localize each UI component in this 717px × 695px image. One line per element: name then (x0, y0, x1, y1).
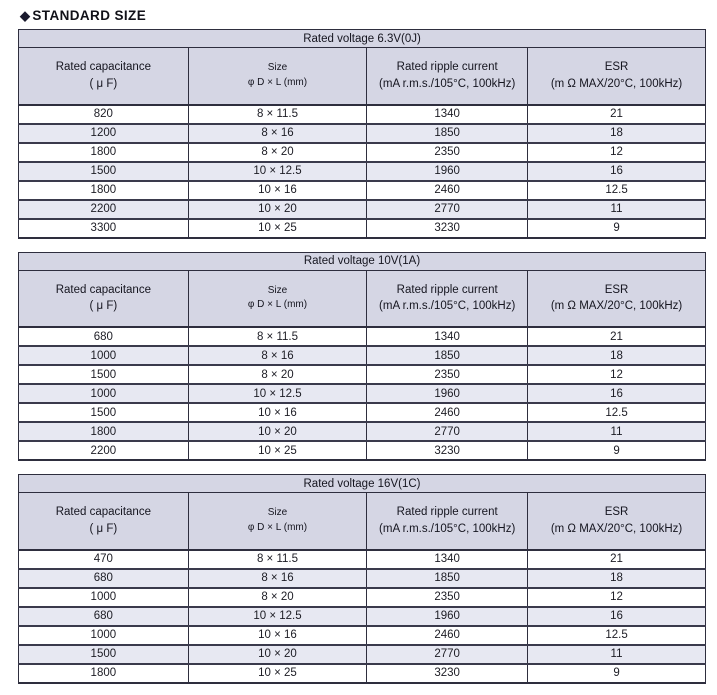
table-cell: 2200 (19, 441, 189, 460)
table-cell: 1500 (19, 403, 189, 422)
table-cell: 11 (528, 645, 706, 664)
voltage-table-16v (18, 474, 706, 684)
column-header-line: Rated ripple current (396, 283, 498, 296)
table-cell: 1500 (19, 365, 189, 384)
table-row (19, 588, 706, 607)
table-cell: 1850 (367, 569, 528, 588)
column-header-line: Size (267, 284, 288, 296)
column-header-line: (mA r.m.s./105°C, 100kHz) (379, 77, 516, 90)
table-cell: 8 × 20 (188, 143, 367, 162)
voltage-table-6v3 (18, 29, 706, 239)
table-cell: 18 (528, 124, 706, 143)
table-cell: 10 × 12.5 (188, 607, 367, 626)
column-header-size (188, 493, 367, 550)
column-header-esr (528, 48, 706, 105)
table-cell: 3230 (367, 441, 528, 460)
table-row (19, 124, 706, 143)
table-row (19, 143, 706, 162)
table-cell: 8 × 20 (188, 588, 367, 607)
table-cell: 1960 (367, 384, 528, 403)
table-cell: 1850 (367, 124, 528, 143)
table-cell: 10 × 25 (188, 219, 367, 238)
table-cell: 10 × 12.5 (188, 384, 367, 403)
table-row (19, 664, 706, 683)
table-cell: 11 (528, 200, 706, 219)
column-header-ripple-current (367, 48, 528, 105)
table-cell: 12 (528, 365, 706, 384)
table-cell: 9 (528, 441, 706, 460)
table-cell: 2460 (367, 626, 528, 645)
column-header-line: ESR (604, 506, 629, 519)
table-cell: 1500 (19, 162, 189, 181)
table-cell: 2200 (19, 200, 189, 219)
column-header-esr (528, 270, 706, 327)
table-cell: 2770 (367, 645, 528, 664)
column-header-line: ( μ F) (89, 522, 118, 535)
table-cell: 12.5 (528, 626, 706, 645)
table-cell: 11 (528, 422, 706, 441)
table-title: Rated voltage 16V(1C) (19, 475, 706, 493)
column-header-line: ( μ F) (89, 77, 118, 90)
column-header-line: Size (267, 62, 288, 74)
table-cell: 8 × 11.5 (188, 550, 367, 569)
table-cell: 1340 (367, 550, 528, 569)
column-header-line: (m Ω MAX/20°C, 100kHz) (550, 77, 683, 90)
diamond-icon: ◆ (20, 8, 31, 23)
table-cell: 10 × 20 (188, 422, 367, 441)
table-cell: 2460 (367, 181, 528, 200)
table-cell: 10 × 16 (188, 626, 367, 645)
table-row (19, 645, 706, 664)
table-cell: 820 (19, 105, 189, 124)
table-cell: 1000 (19, 384, 189, 403)
column-header-line: Rated capacitance (55, 506, 151, 519)
table-cell: 12 (528, 143, 706, 162)
table-row (19, 441, 706, 460)
table-cell: 10 × 20 (188, 200, 367, 219)
table-row (19, 219, 706, 238)
table-cell: 3300 (19, 219, 189, 238)
table-row (19, 550, 706, 569)
column-header-line: φ D × L (mm) (247, 299, 308, 311)
table-cell: 680 (19, 607, 189, 626)
column-header-row (19, 270, 706, 327)
table-title: Rated voltage 10V(1A) (19, 252, 706, 270)
table-cell: 16 (528, 384, 706, 403)
table-cell: 1800 (19, 422, 189, 441)
column-header-line: Size (267, 507, 288, 519)
table-cell: 1340 (367, 327, 528, 346)
table-cell: 10 × 20 (188, 645, 367, 664)
column-header-capacitance (19, 270, 189, 327)
table-row (19, 403, 706, 422)
column-header-line: Rated ripple current (396, 506, 498, 519)
table-title-row (19, 30, 706, 48)
table-row (19, 200, 706, 219)
column-header-ripple-current (367, 493, 528, 550)
table-row (19, 626, 706, 645)
column-header-line: φ D × L (mm) (247, 76, 308, 88)
table-cell: 9 (528, 664, 706, 683)
table-cell: 1850 (367, 346, 528, 365)
table-cell: 1200 (19, 124, 189, 143)
table-cell: 12.5 (528, 181, 706, 200)
table-cell: 18 (528, 569, 706, 588)
table-row (19, 422, 706, 441)
table-row (19, 384, 706, 403)
table-cell: 1800 (19, 664, 189, 683)
table-cell: 470 (19, 550, 189, 569)
table-title-row (19, 252, 706, 270)
table-cell: 8 × 20 (188, 365, 367, 384)
column-header-row (19, 493, 706, 550)
column-header-line: ESR (604, 283, 629, 296)
table-cell: 1000 (19, 626, 189, 645)
table-cell: 8 × 16 (188, 569, 367, 588)
table-row (19, 105, 706, 124)
table-cell: 680 (19, 327, 189, 346)
table-cell: 10 × 12.5 (188, 162, 367, 181)
column-header-line: Rated capacitance (55, 283, 151, 296)
table-cell: 1960 (367, 162, 528, 181)
column-header-line: (m Ω MAX/20°C, 100kHz) (550, 522, 683, 535)
column-header-line: ( μ F) (89, 300, 118, 313)
table-cell: 8 × 11.5 (188, 105, 367, 124)
page-title-label: STANDARD SIZE (32, 8, 147, 23)
table-cell: 9 (528, 219, 706, 238)
column-header-ripple-current (367, 270, 528, 327)
column-header-line: Rated capacitance (55, 61, 151, 74)
table-row (19, 327, 706, 346)
table-cell: 3230 (367, 219, 528, 238)
column-header-size (188, 48, 367, 105)
table-title-row (19, 475, 706, 493)
column-header-line: (mA r.m.s./105°C, 100kHz) (379, 522, 516, 535)
table-cell: 10 × 25 (188, 441, 367, 460)
table-cell: 1500 (19, 645, 189, 664)
column-header-line: φ D × L (mm) (247, 521, 308, 533)
column-header-line: Rated ripple current (396, 61, 498, 74)
table-cell: 3230 (367, 664, 528, 683)
table-cell: 680 (19, 569, 189, 588)
table-cell: 2350 (367, 143, 528, 162)
table-cell: 1800 (19, 143, 189, 162)
table-cell: 12 (528, 588, 706, 607)
table-cell: 10 × 16 (188, 181, 367, 200)
table-row (19, 162, 706, 181)
table-cell: 2770 (367, 200, 528, 219)
table-cell: 16 (528, 162, 706, 181)
table-cell: 16 (528, 607, 706, 626)
column-header-line: (mA r.m.s./105°C, 100kHz) (379, 300, 516, 313)
table-cell: 1000 (19, 346, 189, 365)
table-cell: 8 × 11.5 (188, 327, 367, 346)
table-cell: 2770 (367, 422, 528, 441)
table-cell: 2350 (367, 365, 528, 384)
table-cell: 1340 (367, 105, 528, 124)
table-row (19, 607, 706, 626)
table-cell: 21 (528, 327, 706, 346)
table-cell: 1960 (367, 607, 528, 626)
table-cell: 8 × 16 (188, 124, 367, 143)
table-row (19, 569, 706, 588)
table-cell: 10 × 25 (188, 664, 367, 683)
table-cell: 10 × 16 (188, 403, 367, 422)
table-cell: 2460 (367, 403, 528, 422)
column-header-esr (528, 493, 706, 550)
column-header-line: ESR (604, 61, 629, 74)
column-header-capacitance (19, 493, 189, 550)
table-cell: 1800 (19, 181, 189, 200)
table-row (19, 365, 706, 384)
page-title (20, 8, 706, 23)
table-cell: 12.5 (528, 403, 706, 422)
table-cell: 1000 (19, 588, 189, 607)
column-header-line: (m Ω MAX/20°C, 100kHz) (550, 300, 683, 313)
table-cell: 2350 (367, 588, 528, 607)
column-header-size (188, 270, 367, 327)
table-cell: 21 (528, 105, 706, 124)
table-title: Rated voltage 6.3V(0J) (19, 30, 706, 48)
column-header-row (19, 48, 706, 105)
table-cell: 18 (528, 346, 706, 365)
voltage-table-10v (18, 252, 706, 462)
table-cell: 21 (528, 550, 706, 569)
table-row (19, 181, 706, 200)
table-cell: 8 × 16 (188, 346, 367, 365)
table-row (19, 346, 706, 365)
column-header-capacitance (19, 48, 189, 105)
